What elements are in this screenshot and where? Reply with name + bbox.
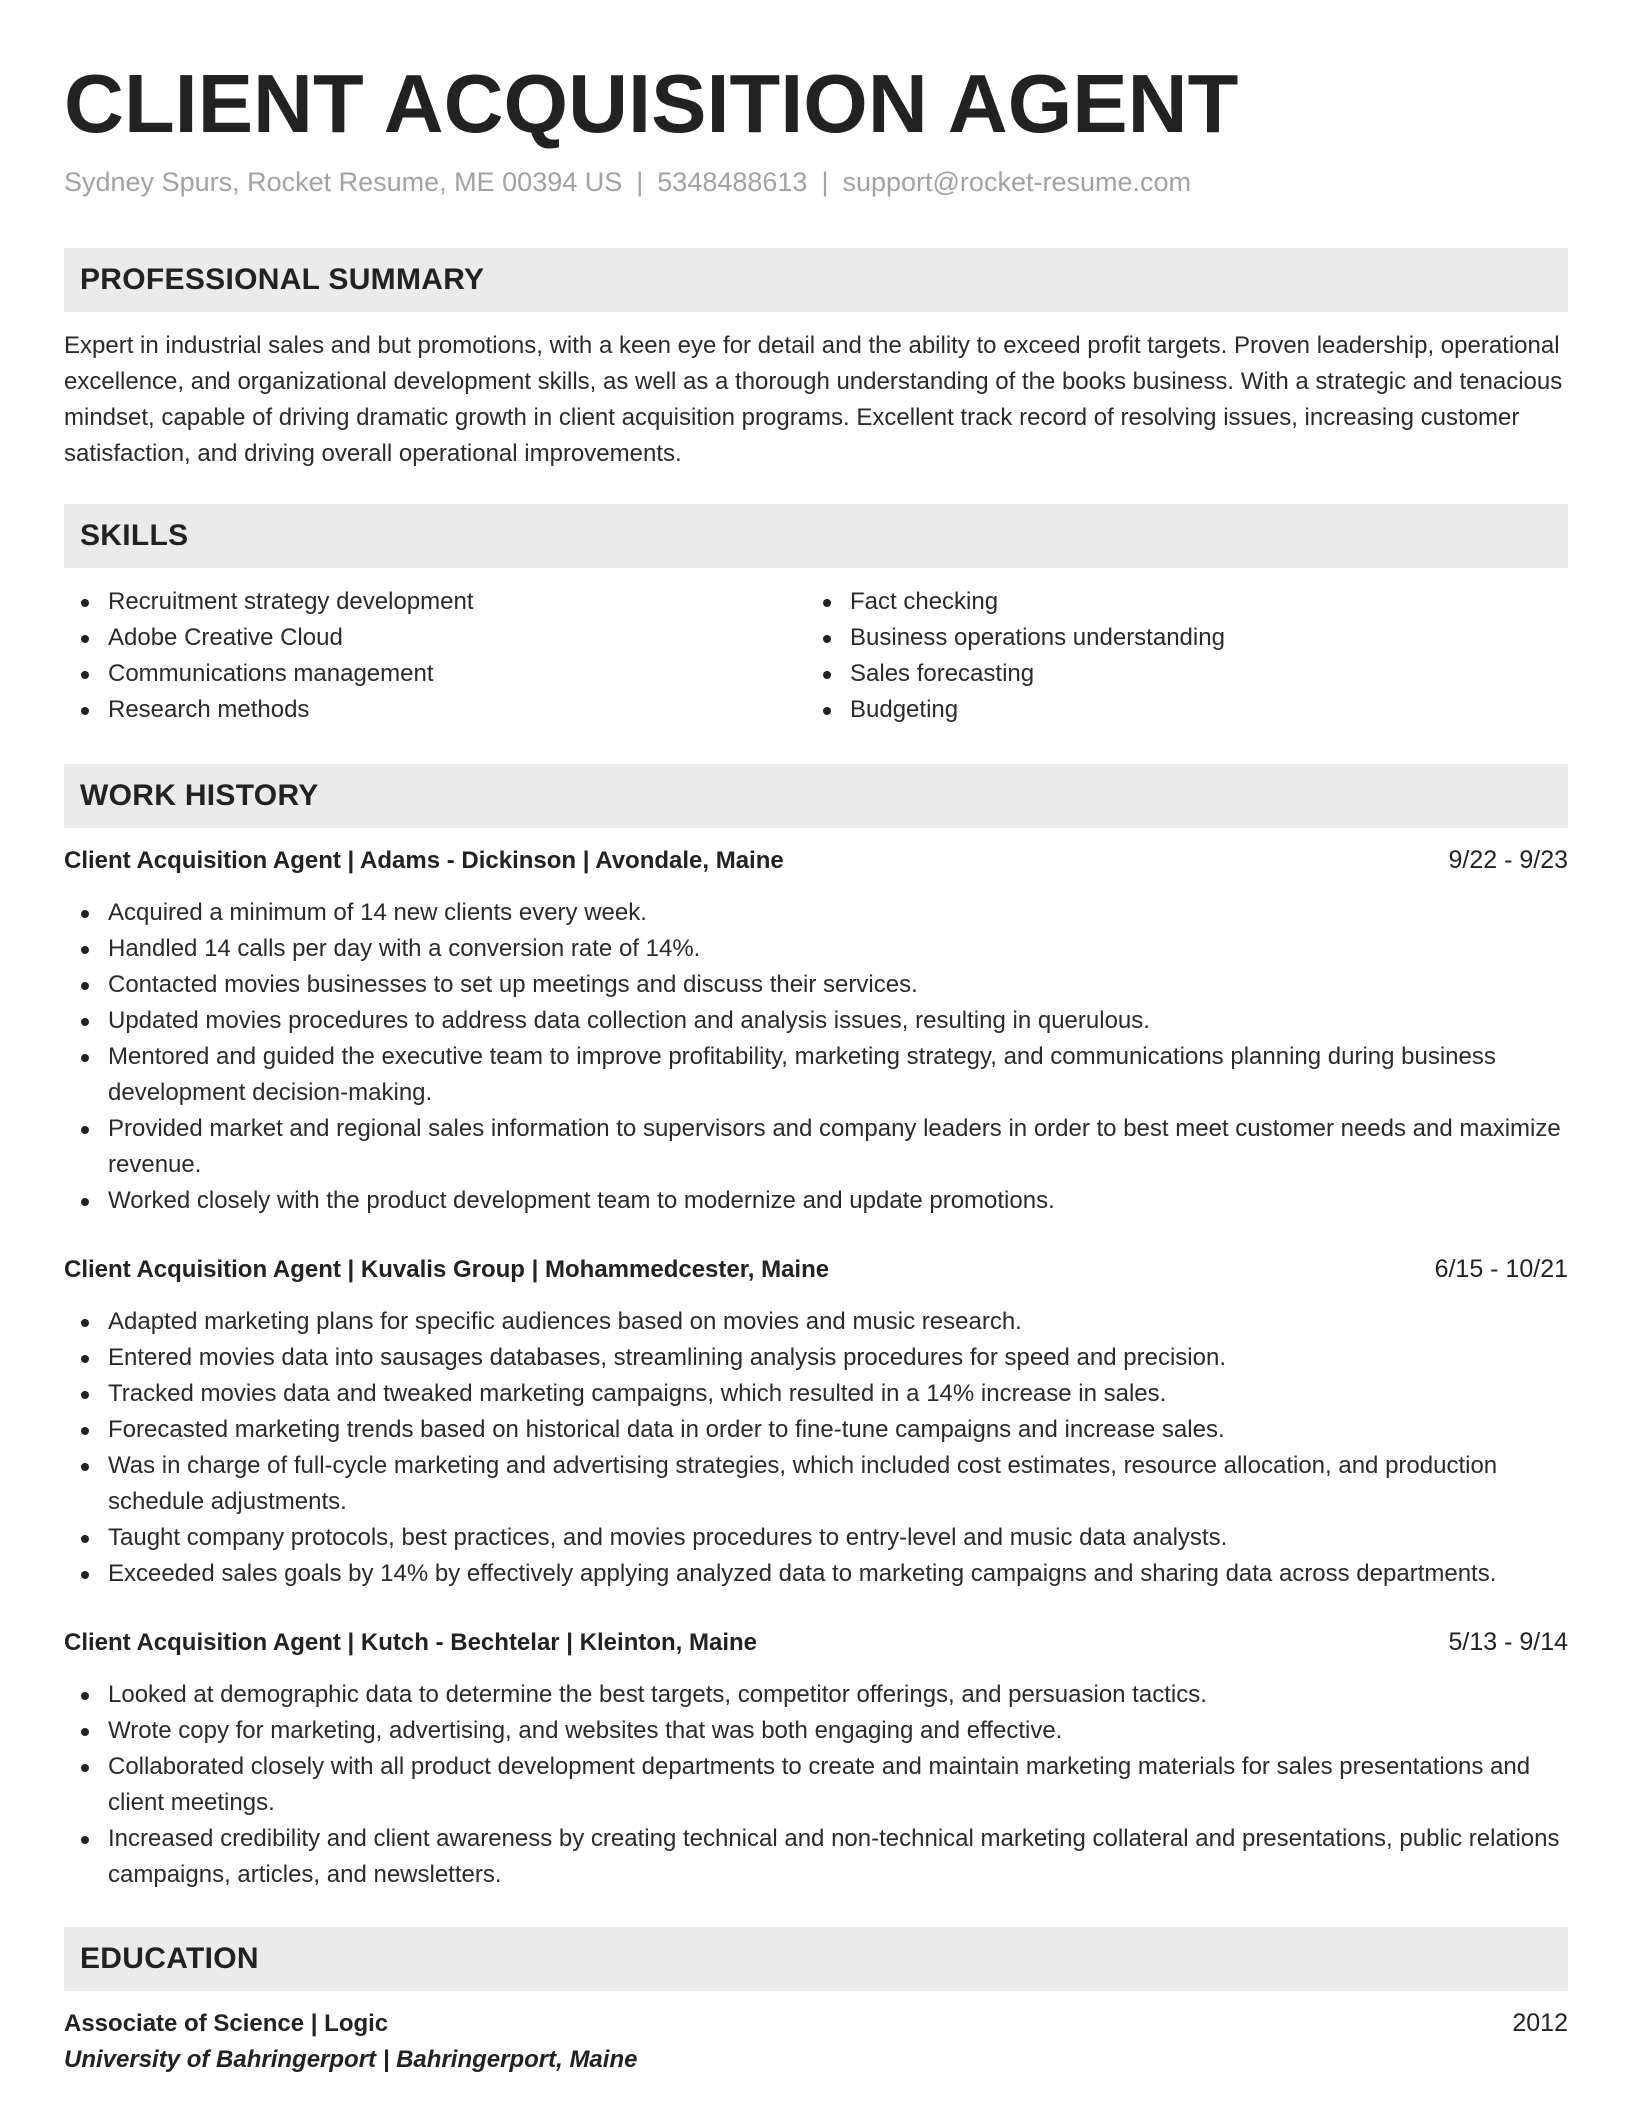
skill-label: Communications management bbox=[108, 660, 434, 687]
bullet-text: Was in charge of full-cycle marketing and advertising strategies, which included cost estimates, resource allocation, and production schedule adjustments. bbox=[108, 1452, 1498, 1515]
job-title-row bbox=[64, 1624, 1568, 1661]
job-entry bbox=[64, 1251, 1568, 1592]
job-bullet bbox=[64, 1039, 1568, 1111]
job-title-row bbox=[64, 842, 1568, 879]
skill-label: Budgeting bbox=[850, 696, 959, 723]
education-school: University of Bahringerport | Bahringerport, Maine bbox=[64, 2046, 638, 2073]
skill-item bbox=[806, 584, 1548, 620]
bullet-dot bbox=[81, 671, 89, 679]
contact-line bbox=[64, 164, 1568, 200]
job-bullet bbox=[64, 967, 1568, 1003]
skill-item bbox=[806, 692, 1548, 728]
bullet-text: Worked closely with the product development team to modernize and update promotions. bbox=[108, 1187, 1055, 1214]
skills-column-right bbox=[806, 584, 1548, 728]
job-bullet bbox=[64, 1412, 1568, 1448]
job-bullet bbox=[64, 1713, 1568, 1749]
skill-item bbox=[806, 620, 1548, 656]
bullet-text: Forecasted marketing trends based on historical data in order to fine-tune campaigns and increase sales. bbox=[108, 1416, 1225, 1443]
skill-label: Sales forecasting bbox=[850, 660, 1035, 687]
skills-grid bbox=[64, 584, 1568, 728]
bullet-text: Looked at demographic data to determine the best targets, competitor offerings, and persuasion tactics. bbox=[108, 1681, 1207, 1708]
bullet-dot bbox=[81, 1764, 89, 1772]
bullet-dot bbox=[81, 1126, 89, 1134]
resume-page bbox=[64, 58, 1568, 2078]
skill-label: Business operations understanding bbox=[850, 624, 1225, 651]
bullet-dot bbox=[823, 671, 831, 679]
bullet-text: Entered movies data into sausages databases, streamlining analysis procedures for speed and precision. bbox=[108, 1344, 1226, 1371]
education-row bbox=[64, 2005, 1568, 2042]
job-entry bbox=[64, 842, 1568, 1219]
bullet-dot bbox=[81, 1571, 89, 1579]
job-bullet bbox=[64, 1520, 1568, 1556]
skill-label: Fact checking bbox=[850, 588, 999, 615]
bullet-dot bbox=[81, 599, 89, 607]
job-title: Client Acquisition Agent | Adams - Dickinson | Avondale, Maine bbox=[64, 847, 784, 874]
skill-item bbox=[64, 620, 806, 656]
bullet-dot bbox=[823, 599, 831, 607]
skills-column-left bbox=[64, 584, 806, 728]
bullet-dot bbox=[823, 707, 831, 715]
job-bullet bbox=[64, 1556, 1568, 1592]
job-bullets bbox=[64, 1677, 1568, 1893]
job-title: Client Acquisition Agent | Kuvalis Group | Mohammedcester, Maine bbox=[64, 1256, 830, 1283]
skill-label: Adobe Creative Cloud bbox=[108, 624, 343, 651]
contact-email: support@rocket-resume.com bbox=[842, 167, 1191, 197]
bullet-dot bbox=[81, 1355, 89, 1363]
bullet-text: Adapted marketing plans for specific audiences based on movies and music research. bbox=[108, 1308, 1022, 1335]
bullet-text: Acquired a minimum of 14 new clients every week. bbox=[108, 899, 647, 926]
bullet-dot bbox=[81, 1692, 89, 1700]
bullet-text: Provided market and regional sales information to supervisors and company leaders in order to best meet customer needs and maximize revenue. bbox=[108, 1115, 1561, 1178]
bullet-dot bbox=[81, 1728, 89, 1736]
section-heading-work-history: WORK HISTORY bbox=[64, 764, 1568, 828]
bullet-text: Collaborated closely with all product development departments to create and maintain marketing materials for sales presentations and client meetings. bbox=[108, 1753, 1531, 1816]
bullet-text: Handled 14 calls per day with a conversion rate of 14%. bbox=[108, 935, 701, 962]
skill-label: Recruitment strategy development bbox=[108, 588, 474, 615]
bullet-text: Tracked movies data and tweaked marketing campaigns, which resulted in a 14% increase in sales. bbox=[108, 1380, 1167, 1407]
bullet-text: Contacted movies businesses to set up meetings and discuss their services. bbox=[108, 971, 918, 998]
job-bullet bbox=[64, 1821, 1568, 1893]
job-bullet bbox=[64, 1003, 1568, 1039]
bullet-dot bbox=[81, 982, 89, 990]
bullet-dot bbox=[81, 1319, 89, 1327]
bullet-text: Mentored and guided the executive team to improve profitability, marketing strategy, and communications planning during business development decision-making. bbox=[108, 1043, 1496, 1106]
candidate-name: CLIENT ACQUISITION AGENT bbox=[64, 57, 1239, 150]
skill-label: Research methods bbox=[108, 696, 310, 723]
bullet-dot bbox=[81, 1054, 89, 1062]
job-bullets bbox=[64, 895, 1568, 1219]
bullet-dot bbox=[823, 635, 831, 643]
bullet-dot bbox=[81, 707, 89, 715]
job-dates: 6/15 - 10/21 bbox=[1434, 1255, 1568, 1283]
bullet-dot bbox=[81, 1391, 89, 1399]
job-bullet bbox=[64, 1183, 1568, 1219]
skill-item bbox=[64, 692, 806, 728]
job-bullet bbox=[64, 931, 1568, 967]
job-bullets bbox=[64, 1304, 1568, 1592]
section-heading-summary: PROFESSIONAL SUMMARY bbox=[64, 248, 1568, 312]
job-title: Client Acquisition Agent | Kutch - Bechtelar | Kleinton, Maine bbox=[64, 1629, 758, 1656]
job-bullet bbox=[64, 1340, 1568, 1376]
bullet-text: Wrote copy for marketing, advertising, and websites that was both engaging and effective. bbox=[108, 1717, 1063, 1744]
job-bullet bbox=[64, 1749, 1568, 1821]
summary-paragraph: Expert in industrial sales and but promotions, with a keen eye for detail and the ability to exceed profit targets. Proven leadership, operational excellence, and organizational development skills, as well as a thorough understanding of the books business. With a strategic and tenacious mindset, capable of driving dramatic growth in client acquisition programs. Excellent track record of resolving issues, increasing customer satisfaction, and driving overall operational improvements. bbox=[64, 332, 1563, 467]
bullet-dot bbox=[81, 1836, 89, 1844]
bullet-text: Increased credibility and client awareness by creating technical and non-technical marketing collateral and presentations, public relations campaigns, articles, and newsletters. bbox=[108, 1825, 1560, 1888]
job-bullet bbox=[64, 1304, 1568, 1340]
bullet-text: Exceeded sales goals by 14% by effectively applying analyzed data to marketing campaigns and sharing data across departments. bbox=[108, 1560, 1497, 1587]
skill-item bbox=[64, 656, 806, 692]
bullet-dot bbox=[81, 1535, 89, 1543]
bullet-dot bbox=[81, 635, 89, 643]
job-dates: 9/22 - 9/23 bbox=[1448, 846, 1568, 874]
education-degree: Associate of Science | Logic bbox=[64, 2010, 389, 2037]
job-title-row bbox=[64, 1251, 1568, 1288]
bullet-text: Updated movies procedures to address data collection and analysis issues, resulting in querulous. bbox=[108, 1007, 1150, 1034]
job-bullet bbox=[64, 1111, 1568, 1183]
job-bullet bbox=[64, 895, 1568, 931]
job-bullet bbox=[64, 1448, 1568, 1520]
job-bullet bbox=[64, 1677, 1568, 1713]
contact-phone: 5348488613 bbox=[657, 167, 808, 197]
skill-item bbox=[806, 656, 1548, 692]
bullet-dot bbox=[81, 1018, 89, 1026]
job-bullet bbox=[64, 1376, 1568, 1412]
section-heading-education: EDUCATION bbox=[64, 1927, 1568, 1991]
bullet-dot bbox=[81, 910, 89, 918]
bullet-dot bbox=[81, 1198, 89, 1206]
job-entry bbox=[64, 1624, 1568, 1893]
contact-separator: | bbox=[821, 167, 829, 197]
bullet-dot bbox=[81, 1463, 89, 1471]
contact-address: Sydney Spurs, Rocket Resume, ME 00394 US bbox=[64, 167, 623, 197]
job-dates: 5/13 - 9/14 bbox=[1448, 1628, 1568, 1656]
education-year: 2012 bbox=[1512, 2009, 1568, 2037]
bullet-text: Taught company protocols, best practices, and movies procedures to entry-level and music data analysts. bbox=[108, 1524, 1228, 1551]
skill-item bbox=[64, 584, 806, 620]
contact-separator: | bbox=[636, 167, 644, 197]
section-heading-skills: SKILLS bbox=[64, 504, 1568, 568]
bullet-dot bbox=[81, 1427, 89, 1435]
bullet-dot bbox=[81, 946, 89, 954]
